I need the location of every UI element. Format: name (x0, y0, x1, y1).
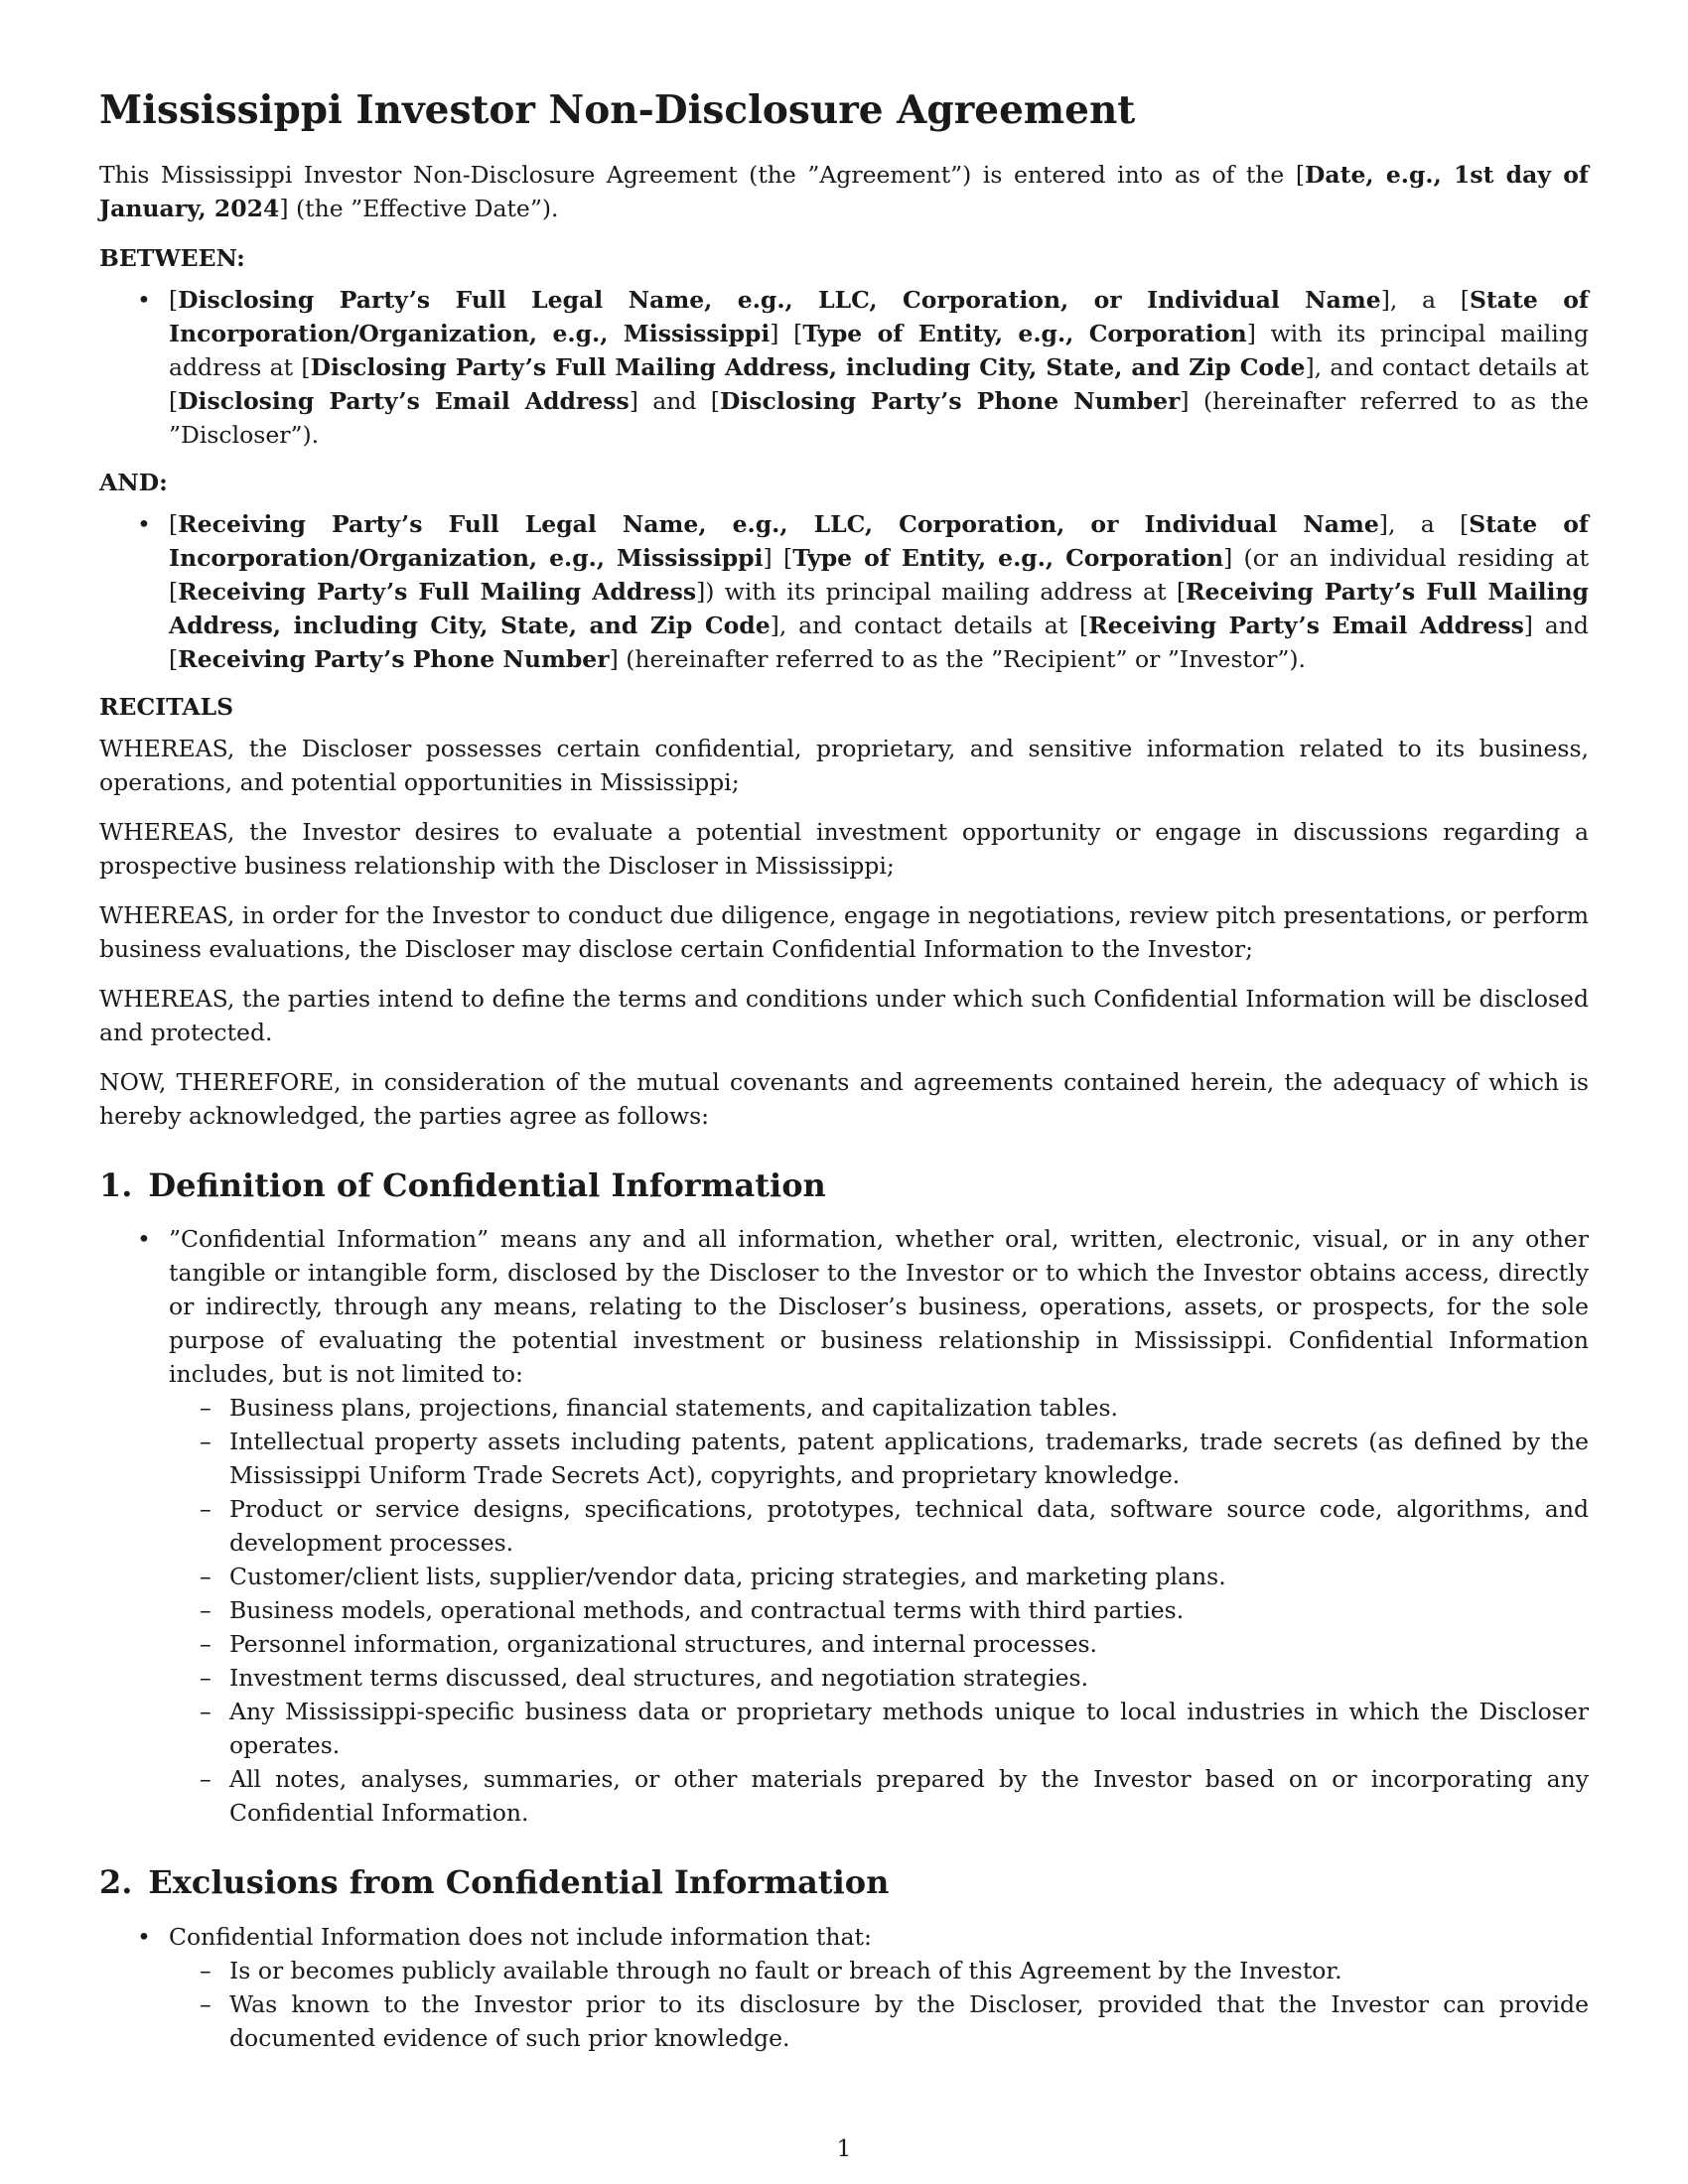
document-page (99, 87, 1589, 2069)
list-item: – All notes, analyses, summaries, or other materials prepared by the Investor based on or incorporating any Confidential Information. (169, 1762, 1589, 1830)
effective-date-placeholder: Date, e.g., 1st day of January, 2024 (99, 160, 1590, 222)
intro-paragraph: This Mississippi Investor Non-Disclosure Agreement (the ”Agreement”) is entered into as of the [Date, e.g., 1st day of January, 2024] (the ”Effective Date”). (99, 160, 1590, 222)
recipient-party: • [Receiving Party’s Full Legal Name, e.g., LLC, Corporation, or Individual Name], a [State of Incorporation/Organization, e.g., Mississippi] [Type of Entity, e.g., Corporation] (or an individual residing at [Receiving Party’s Full Mailing Address]) with its principal mailing address at [Receiving Party’s Full Mailing Address, including City, State, and Zip Code], and contact details at [Receiving Party’s Email Address] and [Receiving Party’s Phone Number] (hereinafter referred to as the ”Recipient” or ”Investor”). (99, 507, 1589, 676)
section-2-heading: 2. Exclusions from Confidential Information (99, 1863, 890, 1902)
list-item: – Intellectual property assets including patents, patent applications, trademarks, trade secrets (as defined by the Mississippi Uniform Trade Secrets Act), copyrights, and proprietary knowledge. (169, 1425, 1589, 1492)
page-number: 1 (836, 2134, 852, 2162)
recitals-label: RECITALS (99, 692, 234, 721)
list-item: – Business models, operational methods, and contractual terms with third parties. (169, 1593, 1589, 1627)
recital-paragraph: WHEREAS, the parties intend to define the terms and conditions under which such Confidential Information will be disclosed and protected. (99, 984, 1589, 1046)
section-1-bullet: • ”Confidential Information” means any and all information, whether oral, written, electronic, visual, or in any other tangible or intangible form, disclosed by the Discloser to the Investor or to which the Investor obtains access, directly or indirectly, through any means, relating to the Discloser’s business, operations, assets, or prospects, for the sole purpose of evaluating the potential investment or business relationship in Mississippi. Confidential Information includes, but is not limited to: – Business plans, projections, financial statements, and capitalization tables. – Intellectual property assets including patents, patent applications, trademarks, trade secrets (as defined by the Mississippi Uniform Trade Secrets Act), copyrights, and proprietary knowledge. – Product or service designs, specifications, prototypes, technical data, software source code, algorithms, and development processes. – Customer/client lists, supplier/vendor data, pricing strategies, and marketing plans. – Business models, operational methods, and contractual terms with third parties. – Personnel information, organizational structures, and internal processes. – Investment terms discussed, deal structures, and negotiation strategies. – Any Mississippi-specific business data or proprietary methods unique to local industries in which the Discloser operates. – All notes, analyses, summaries, or other materials prepared by the Investor based on or incorporating any Confidential Information. (99, 1222, 1589, 1830)
list-item: – Business plans, projections, financial statements, and capitalization tables. (169, 1391, 1589, 1425)
section-1-sublist (169, 1391, 1589, 1830)
section-1-heading: 1. Definition of Confidential Information (99, 1165, 826, 1204)
recital-paragraph: WHEREAS, the Discloser possesses certain confidential, proprietary, and sensitive information related to its business, operations, and potential opportunities in Mississippi; (99, 734, 1589, 796)
section-1-list (99, 1222, 1589, 1830)
recital-paragraph: WHEREAS, in order for the Investor to conduct due diligence, engage in negotiations, review pitch presentations, or perform business evaluations, the Discloser may disclose certain Confidential Information to the Investor; (99, 900, 1589, 963)
discloser-list (99, 283, 1589, 452)
between-label: BETWEEN: (99, 243, 245, 272)
section-2-list (99, 1920, 1589, 2055)
discloser-party: • [Disclosing Party’s Full Legal Name, e.g., LLC, Corporation, or Individual Name], a [State of Incorporation/Organization, e.g., Mississippi] [Type of Entity, e.g., Corporation] with its principal mailing address at [Disclosing Party’s Full Mailing Address, including City, State, and Zip Code], and contact details at [Disclosing Party’s Email Address] and [Disclosing Party’s Phone Number] (hereinafter referred to as the ”Discloser”). (99, 283, 1589, 452)
list-item: – Customer/client lists, supplier/vendor data, pricing strategies, and marketing plans. (169, 1560, 1589, 1593)
now-therefore-paragraph: NOW, THEREFORE, in consideration of the mutual covenants and agreements contained herein, the adequacy of which is hereby acknowledged, the parties agree as follows: (99, 1067, 1589, 1130)
list-item: – Was known to the Investor prior to its disclosure by the Discloser, provided that the Investor can provide documented evidence of such prior knowledge. (169, 1987, 1589, 2055)
list-item: – Is or becomes publicly available through no fault or breach of this Agreement by the Investor. (169, 1954, 1589, 1987)
list-item: – Any Mississippi-specific business data or proprietary methods unique to local industries in which the Discloser operates. (169, 1695, 1589, 1762)
recipient-list (99, 507, 1589, 676)
section-2-bullet: • Confidential Information does not include information that: – Is or becomes publicly available through no fault or breach of this Agreement by the Investor. – Was known to the Investor prior to its disclosure by the Discloser, provided that the Investor can provide documented evidence of such prior knowledge. (99, 1920, 1589, 2055)
section-2-sublist (169, 1954, 1589, 2055)
and-label: AND: (99, 468, 168, 496)
document-title: Mississippi Investor Non-Disclosure Agreement (99, 87, 1136, 133)
list-item: – Investment terms discussed, deal structures, and negotiation strategies. (169, 1661, 1589, 1695)
list-item: – Personnel information, organizational structures, and internal processes. (169, 1627, 1589, 1661)
list-item: – Product or service designs, specifications, prototypes, technical data, software source code, algorithms, and development processes. (169, 1492, 1589, 1560)
recital-paragraph: WHEREAS, the Investor desires to evaluate a potential investment opportunity or engage in discussions regarding a prospective business relationship with the Discloser in Mississippi; (99, 817, 1589, 880)
